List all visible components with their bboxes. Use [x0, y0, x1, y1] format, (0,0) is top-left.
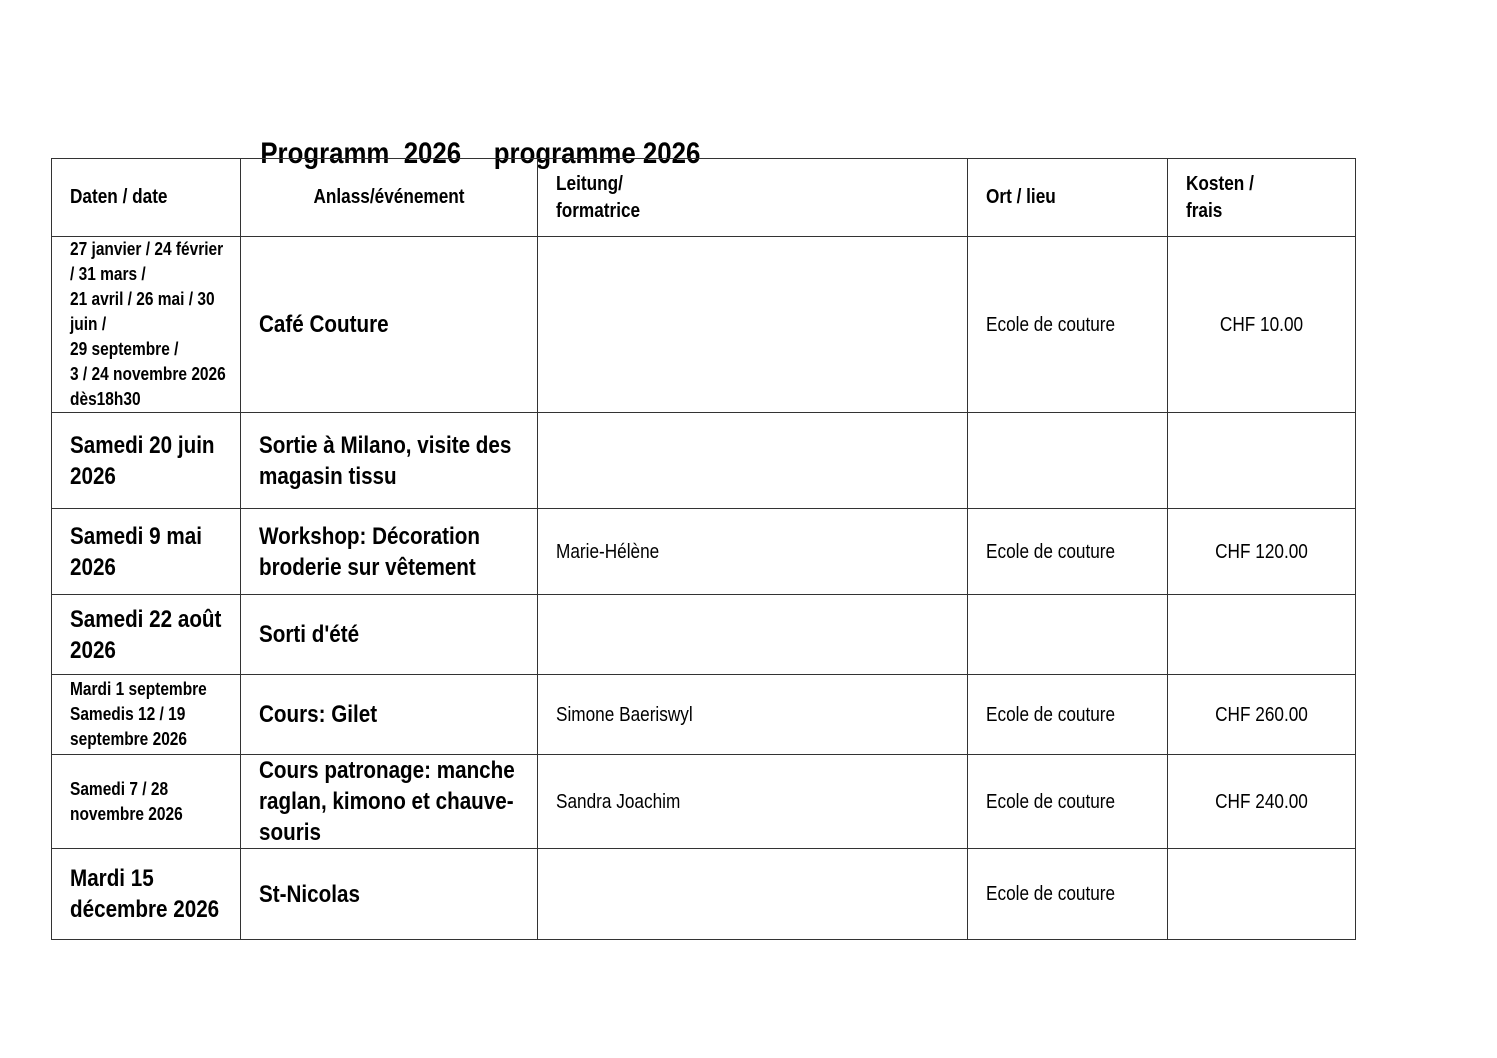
row-event: St-Nicolas	[241, 849, 538, 940]
row-cost	[1168, 413, 1356, 509]
row-cost	[1168, 595, 1356, 675]
row-event: Cours patronage: manche raglan, kimono et chauve- souris	[241, 755, 538, 849]
title-french: programme 2026	[493, 137, 701, 170]
header-cost: Kosten / frais	[1168, 159, 1356, 237]
header-place: Ort / lieu	[968, 159, 1168, 237]
row-place: Ecole de couture	[968, 509, 1168, 595]
row-event: Sortie à Milano, visite des magasin tissu	[241, 413, 538, 509]
table-row	[52, 237, 1356, 413]
title-german: Programm 2026	[260, 137, 462, 170]
row-leader	[538, 413, 968, 509]
row-date: Mardi 1 septembre Samedis 12 / 19 septembre 2026	[52, 675, 241, 755]
table-header-row	[52, 159, 1356, 237]
row-place: Ecole de couture	[968, 237, 1168, 413]
table-row	[52, 509, 1356, 595]
header-date: Daten / date	[52, 159, 241, 237]
table-row	[52, 755, 1356, 849]
row-event: Café Couture	[241, 237, 538, 413]
row-place	[968, 413, 1168, 509]
row-leader: Sandra Joachim	[538, 755, 968, 849]
row-cost: CHF 260.00	[1168, 675, 1356, 755]
row-event: Workshop: Décoration broderie sur vêtement	[241, 509, 538, 595]
row-event: Cours: Gilet	[241, 675, 538, 755]
program-table	[51, 158, 1356, 940]
row-place: Ecole de couture	[968, 849, 1168, 940]
table-row	[52, 595, 1356, 675]
row-leader	[538, 595, 968, 675]
row-date: Mardi 15 décembre 2026	[52, 849, 241, 940]
row-cost: CHF 10.00	[1168, 237, 1356, 413]
row-date: Samedi 7 / 28 novembre 2026	[52, 755, 241, 849]
row-leader: Simone Baeriswyl	[538, 675, 968, 755]
row-date: 27 janvier / 24 février / 31 mars / 21 avril / 26 mai / 30 juin / 29 septembre / 3 / 24 novembre 2026 dès18h30	[52, 237, 241, 413]
header-leader: Leitung/ formatrice	[538, 159, 968, 237]
row-event: Sorti d'été	[241, 595, 538, 675]
row-date: Samedi 20 juin 2026	[52, 413, 241, 509]
row-place: Ecole de couture	[968, 755, 1168, 849]
row-cost: CHF 240.00	[1168, 755, 1356, 849]
row-place: Ecole de couture	[968, 675, 1168, 755]
row-cost	[1168, 849, 1356, 940]
table-row	[52, 675, 1356, 755]
row-leader	[538, 237, 968, 413]
header-event: Anlass/événement	[241, 159, 538, 237]
row-leader: Marie-Hélène	[538, 509, 968, 595]
row-cost: CHF 120.00	[1168, 509, 1356, 595]
row-place	[968, 595, 1168, 675]
row-date: Samedi 22 août 2026	[52, 595, 241, 675]
page-title	[246, 103, 701, 170]
row-leader	[538, 849, 968, 940]
table-row	[52, 849, 1356, 940]
table-row	[52, 413, 1356, 509]
row-date: Samedi 9 mai 2026	[52, 509, 241, 595]
